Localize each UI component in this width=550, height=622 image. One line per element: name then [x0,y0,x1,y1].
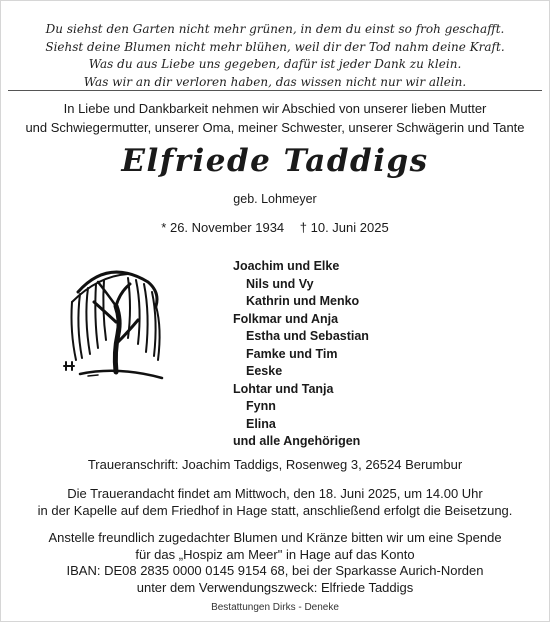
ceremony-line: in der Kapelle auf dem Friedhof in Hage statt, anschließend erfolgt die Beisetzung. [37,503,513,518]
divider [8,90,542,91]
deceased-name: Elfriede Taddigs [121,143,429,179]
family-member: Elina [246,416,276,431]
family-member: Estha und Sebastian [246,329,369,343]
birth-date: * 26. November 1934 [161,220,285,235]
family-member: Kathrin und Menko [246,294,360,308]
donation-info [0,530,550,596]
donation-line: IBAN: DE08 2835 0000 0145 9154 68, bei der Sparkasse Aurich-Norden [66,563,484,578]
poem [0,21,550,91]
family-member: Joachim und Elke [233,259,340,273]
weeping-willow-icon [58,262,168,392]
poem-line: Was du aus Liebe uns gegeben, dafür ist jeder Dank zu klein. [88,57,462,71]
family-member: und alle Angehörigen [233,434,361,448]
funeral-home: Bestattungen Dirks - Deneke [211,602,339,613]
poem-line: Du siehst den Garten nicht mehr grünen, in dem du einst so froh geschafft. [45,22,505,36]
family-list [233,258,369,451]
ceremony-info [0,485,550,519]
donation-line: unter dem Verwendungszweck: Elfriede Taddigs [136,579,414,595]
poem-line: Was wir an dir verloren haben, das wissen nicht nur wir allein. [83,74,467,89]
donation-line: für das „Hospiz am Meer" in Hage auf das Konto [135,546,415,562]
family-member: Lohtar und Tanja [233,381,334,396]
family-member: Famke und Tim [246,346,338,361]
family-member: Folkmar und Anja [233,311,339,326]
poem-line: Siehst deine Blumen nicht mehr blühen, weil dir der Tod nahm deine Kraft. [45,39,505,54]
life-dates [0,220,550,235]
death-date: † 10. Juni 2025 [299,220,389,235]
family-member: Fynn [246,399,276,413]
mourning-address: Traueranschrift: Joachim Taddigs, Rosenweg 3, 26524 Berumbur [87,457,463,472]
family-member: Eeske [246,364,283,378]
birth-name: geb. Lohmeyer [233,192,317,206]
family-member: Nils und Vy [246,276,314,291]
intro-line: In Liebe und Dankbarkeit nehmen wir Abschied von unserer lieben Mutter [63,101,487,116]
donation-line: Anstelle freundlich zugedachter Blumen und Kränze bitten wir um eine Spende [48,530,502,545]
intro-line: und Schwiegermutter, unserer Oma, meiner Schwester, unserer Schwägerin und Tante [25,119,525,135]
ceremony-line: Die Trauerandacht findet am Mittwoch, den 18. Juni 2025, um 14.00 Uhr [67,486,483,501]
intro-text [0,100,550,137]
